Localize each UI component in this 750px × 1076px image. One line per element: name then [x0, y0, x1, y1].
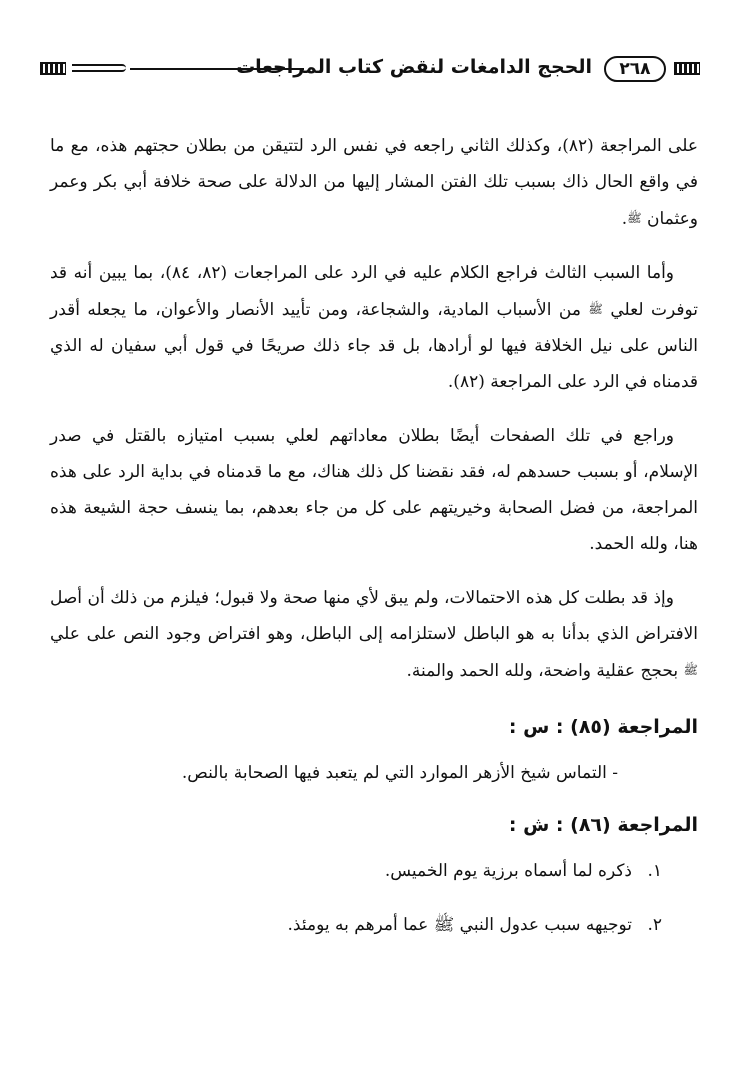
list-item-text: ذكره لما أسماه برزية يوم الخميس. [384, 861, 632, 881]
honorific-glyph: ﷺ [627, 211, 642, 225]
honorific-glyph: ﷺ [683, 663, 698, 677]
paragraph-2-text-a: وأما السبب الثالث فراجع الكلام عليه في الرد على المراجعات (٨٢، ٨٤)، بما يبين أنه قد توفرت لعلي [50, 263, 698, 320]
header-rule-flourish [72, 64, 126, 72]
paragraph-1-text: على المراجعة (٨٢)، وكذلك الثاني راجعه في نفس الرد لتتيقن من بطلان حجتهم هذه، مع ما في واقع الحال ذاك بسبب تلك الفتن المشار إليها من الدلالة على صحة خلافة أبي بكر وعمر وعثمان [50, 136, 698, 229]
paragraph-4-text-a: وإذ قد بطلت كل هذه الاحتمالات، ولم يبق لأي منها صحة ولا قبول؛ فيلزم من ذلك أن أصل الافتراض الذي بدأنا به هو الباطل لاستلزامه إلى الباطل، وهو افتراض وجود النص على علي [50, 588, 698, 644]
list-item [50, 853, 662, 889]
paragraph-4-text-b: بحجج عقلية واضحة، ولله الحمد والمنة. [406, 661, 679, 681]
list-item-number: ١. [647, 861, 662, 881]
paragraph-2 [50, 255, 698, 400]
paragraph-2-text-b: من الأسباب المادية، والشجاعة، ومن تأييد الأنصار والأعوان، ما يجعله أقدر الناس على نيل الخلافة فيها لو أرادها، بل قد جاء ذلك صريحًا في قول أبي سفيان له الذي قدمناه في الرد على المراجعة (٨٢). [50, 300, 698, 392]
review-86-points [50, 853, 698, 943]
list-item [50, 907, 662, 943]
page-number: ٢٦٨ [604, 56, 666, 82]
paragraph-4 [50, 580, 698, 689]
header-rule [130, 68, 304, 70]
header-ornament-right [674, 62, 700, 75]
honorific-glyph: ﷺ [588, 302, 603, 316]
paragraph-1 [50, 128, 698, 237]
review-85-heading: المراجعة (٨٥) : س : [508, 716, 698, 738]
book-title: الحجج الدامغات لنقض كتاب المراجعات [236, 56, 592, 78]
running-header [40, 52, 700, 86]
review-85-question: - التماس شيخ الأزهر الموارد التي لم يتعبد فيها الصحابة بالنص. [181, 763, 618, 783]
page-body [50, 128, 698, 961]
paragraph-3: وراجع في تلك الصفحات أيضًا بطلان معاداتهم لعلي بسبب امتيازه بالقتل في صدر الإسلام، أو بسبب حسدهم له، فقد نقضنا كل ذلك هناك، مع ما قدمناه في بداية الرد على هذه المراجعة، من فضل الصحابة وخيريتهم على كل من جاء بعدهم، بما ينسف حجة الشيعة هذه هنا، ولله الحمد. [50, 426, 698, 554]
list-item-text: توجيهه سبب عدول النبي ﷺ عما أمرهم به يومئذ. [287, 915, 632, 935]
header-ornament-left [40, 62, 66, 75]
review-86-heading: المراجعة (٨٦) : ش : [508, 814, 698, 836]
list-item-number: ٢. [647, 915, 662, 935]
paragraph-1-end: . [621, 209, 628, 229]
